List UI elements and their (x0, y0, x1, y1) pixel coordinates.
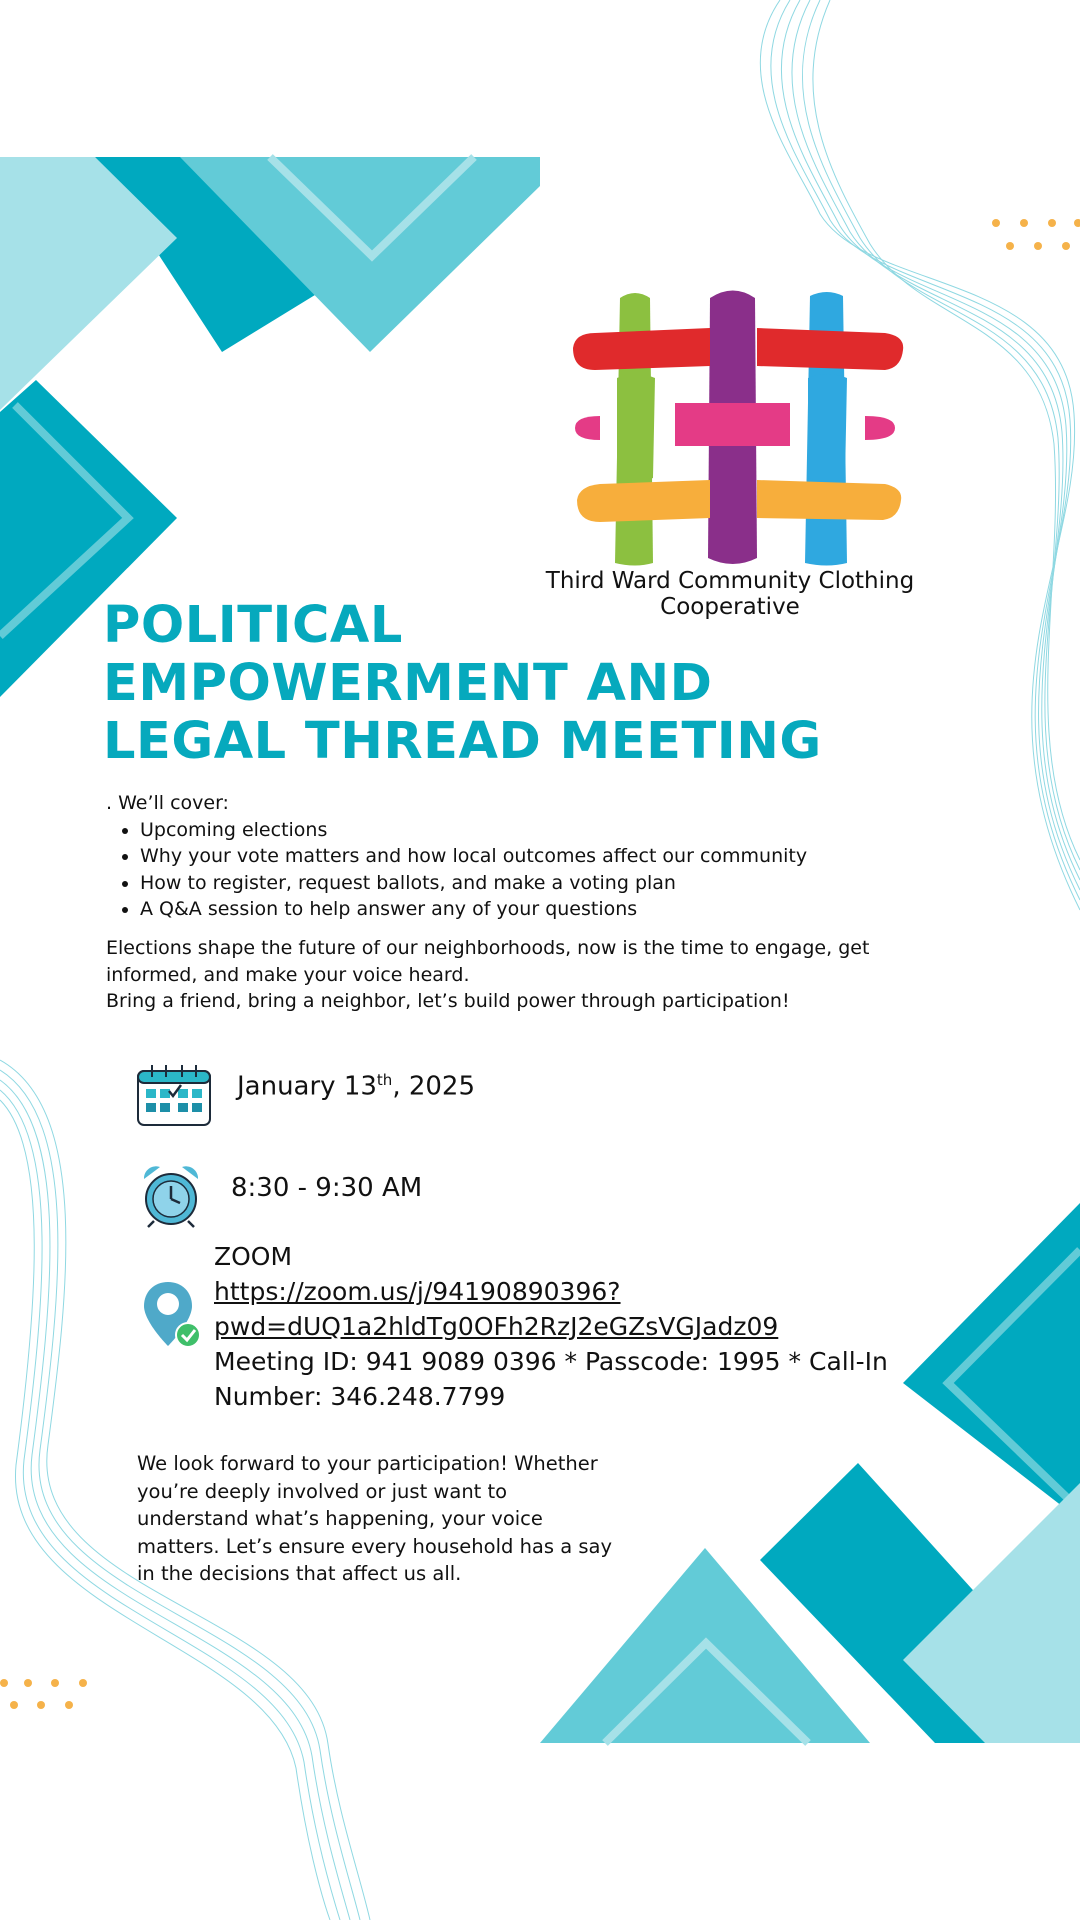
title-line-3: LEGAL THREAD MEETING (103, 712, 822, 771)
agenda-item: • A Q&A session to help answer any of your questions (140, 896, 807, 923)
location-pin-check-icon (142, 1280, 204, 1350)
agenda-item: • How to register, request ballots, and make a voting plan (140, 870, 807, 897)
agenda (106, 790, 807, 923)
page-title (103, 597, 983, 771)
intro-paragraph (106, 935, 966, 1015)
event-date: January 13th, 2025 (237, 1071, 476, 1102)
zoom-link-line-1: https://zoom.us/j/94190890396? (214, 1277, 621, 1306)
alarm-clock-icon (140, 1163, 202, 1229)
closing-paragraph: We look forward to your participation! Whether you’re deeply involved or just want to understand what’s happening, your voice matters. Let’s ensure every household has a say in the decisions that affect us all. (137, 1452, 613, 1585)
agenda-item: • Why your vote matters and how local outcomes affect our community (140, 843, 807, 870)
agenda-list (106, 817, 807, 923)
title-line-1: POLITICAL (103, 596, 403, 655)
paragraph-line-2: Bring a friend, bring a neighbor, let’s build power through participation! (106, 990, 790, 1012)
event-time: 8:30 - 9:30 AM (231, 1173, 423, 1203)
zoom-link[interactable] (214, 1277, 778, 1341)
zoom-link-line-2: pwd=dUQ1a2hldTg0OFh2RzJ2eGZsVGJadz09 (214, 1312, 779, 1341)
agenda-item: • Upcoming elections (140, 817, 807, 844)
woven-stripes-logo (565, 278, 910, 568)
meeting-credentials: Meeting ID: 941 9089 0396 * Passcode: 1995 * Call-In Number: 346.248.7799 (214, 1347, 888, 1411)
orange-dots-top-right (992, 219, 1080, 250)
calendar-icon (136, 1063, 212, 1127)
title-line-2: EMPOWERMENT AND (103, 654, 713, 713)
location-details (214, 1239, 914, 1414)
orange-dots-bottom-left (0, 1679, 87, 1709)
organization-name: Third Ward Community Clothing Cooperative (545, 568, 915, 620)
agenda-intro: . We’ll cover: (106, 792, 229, 814)
paragraph-line-1: Elections shape the future of our neighborhoods, now is the time to engage, get informed, and make your voice heard. (106, 937, 870, 986)
meeting-platform: ZOOM (214, 1242, 293, 1271)
